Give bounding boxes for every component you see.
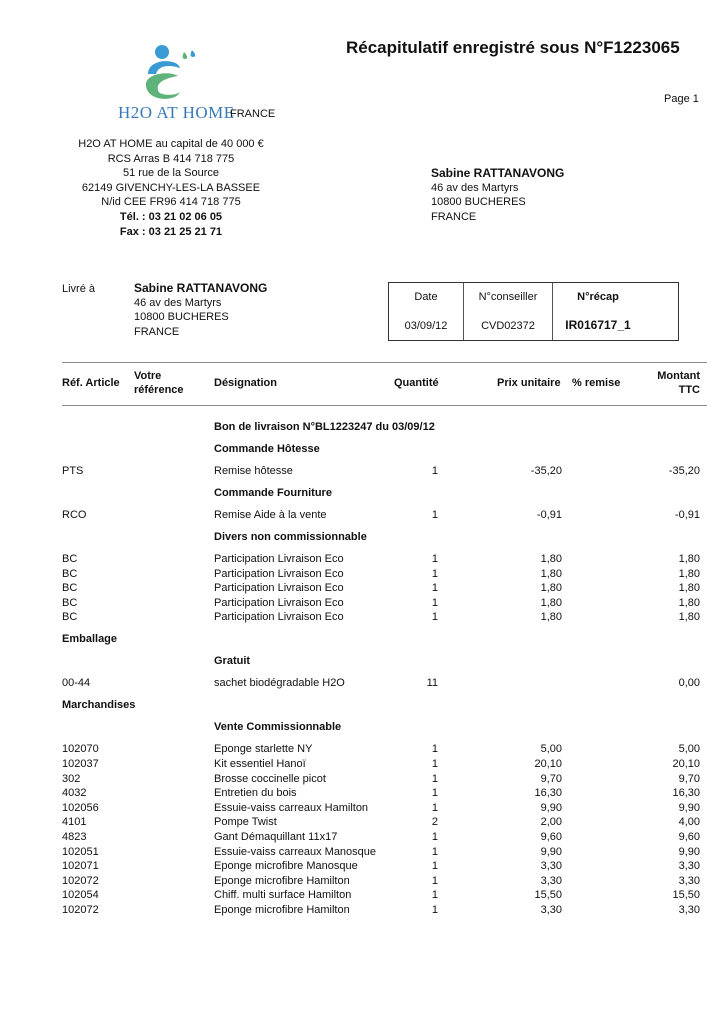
price-cell: 1,80	[540, 582, 562, 595]
quantity-cell: 11	[426, 677, 438, 690]
ref-cell: 302	[62, 772, 81, 785]
ref-cell: BC	[62, 582, 78, 595]
ref-cell: BC	[62, 596, 78, 609]
designation-cell: Remise hôtesse	[214, 465, 293, 477]
recap-label: N°récap	[577, 291, 619, 303]
ref-cell: 102051	[62, 845, 99, 858]
document-title: Récapitulatif enregistré sous N°F1223065	[346, 38, 680, 57]
quantity-cell: 2	[431, 816, 438, 829]
price-cell: -0,91	[536, 509, 562, 521]
designation-cell: Participation Livraison Eco	[214, 553, 344, 565]
price-cell: 3,30	[540, 860, 562, 873]
designation-cell: Participation Livraison Eco	[214, 567, 344, 580]
section-title: Divers non commissionnable	[214, 531, 367, 543]
col-prix: Prix unitaire	[497, 377, 561, 389]
client-address-line: 46 av des Martyrs	[431, 181, 519, 194]
table-row	[0, 597, 724, 611]
delivery-label: Livré à	[62, 283, 96, 295]
table-row	[0, 787, 724, 801]
table-row	[0, 904, 724, 918]
amount-cell: 15,50	[672, 889, 700, 902]
conseiller-label: N°conseiller	[478, 291, 538, 303]
section-title: Gratuit	[214, 655, 251, 668]
table-row	[0, 509, 724, 523]
table-row	[0, 582, 724, 596]
col-montant-2: TTC	[678, 384, 700, 396]
price-cell: 2,00	[540, 816, 562, 829]
table-header-rule-bottom	[62, 405, 707, 406]
quantity-cell: 1	[431, 596, 438, 609]
designation-cell: Brosse coccinelle picot	[214, 772, 326, 785]
company-line: 51 rue de la Source	[122, 167, 219, 180]
ref-cell: BC	[62, 611, 78, 624]
amount-cell: 9,90	[678, 845, 700, 858]
table-row	[0, 758, 724, 772]
designation-cell: Gant Démaquillant 11x17	[214, 831, 338, 843]
section-title: Commande Fourniture	[214, 487, 332, 499]
company-fax: Fax : 03 21 25 21 71	[119, 225, 223, 238]
amount-cell: 3,30	[678, 904, 700, 916]
ref-cell: BC	[62, 553, 78, 565]
amount-cell: -0,91	[674, 509, 700, 521]
designation-cell: Eponge starlette NY	[214, 743, 313, 756]
table-row	[0, 875, 724, 889]
ref-cell: BC	[62, 567, 78, 580]
designation-cell: Essuie-vaiss carreaux Hamilton	[214, 801, 369, 814]
amount-cell: 4,00	[678, 816, 700, 829]
price-cell: 20,10	[534, 758, 562, 770]
company-line: H2O AT HOME au capital de 40 000 €	[78, 138, 264, 150]
section-heading	[0, 443, 724, 457]
ref-cell: 4101	[62, 816, 87, 829]
amount-cell: 1,80	[678, 553, 700, 565]
table-row	[0, 743, 724, 757]
price-cell: 1,80	[540, 553, 562, 565]
ref-cell: 102037	[62, 758, 99, 770]
amount-cell: 1,80	[678, 611, 700, 624]
col-montant: Montant	[657, 370, 700, 382]
amount-cell: 1,80	[678, 582, 700, 595]
ref-cell: 102054	[62, 889, 99, 902]
delivery-address-line: 10800 BUCHERES	[134, 311, 229, 324]
amount-cell: -35,20	[668, 465, 700, 477]
quantity-cell: 1	[431, 831, 438, 843]
logo-wordmark: H2O AT HOME	[118, 103, 235, 122]
ref-cell: 102070	[62, 743, 99, 756]
conseiller-value: CVD02372	[481, 320, 535, 332]
quantity-cell: 1	[431, 743, 438, 756]
designation-cell: Chiff. multi surface Hamilton	[214, 889, 352, 902]
table-row	[0, 568, 724, 582]
table-row	[0, 611, 724, 625]
col-designation: Désignation	[214, 377, 277, 389]
table-row	[0, 465, 724, 479]
col-quantite: Quantité	[394, 377, 439, 389]
quantity-cell: 1	[431, 874, 438, 887]
price-cell: -35,20	[530, 465, 562, 477]
quantity-cell: 1	[431, 509, 438, 521]
amount-cell: 16,30	[672, 787, 700, 800]
section-title: Commande Hôtesse	[214, 443, 320, 455]
quantity-cell: 1	[431, 567, 438, 580]
designation-cell: Participation Livraison Eco	[214, 596, 344, 609]
quantity-cell: 1	[431, 582, 438, 595]
date-value: 03/09/12	[404, 320, 448, 332]
price-cell: 3,30	[540, 874, 562, 887]
date-label: Date	[414, 291, 438, 303]
quantity-cell: 1	[431, 553, 438, 565]
amount-cell: 3,30	[678, 874, 700, 887]
delivery-name: Sabine RATTANAVONG	[134, 281, 268, 295]
table-row	[0, 553, 724, 567]
table-header-rule-top	[62, 362, 707, 363]
table-row	[0, 802, 724, 816]
amount-cell: 1,80	[678, 567, 700, 580]
recap-box	[388, 282, 679, 341]
amount-cell: 0,00	[678, 677, 700, 690]
ref-cell: 4032	[62, 787, 87, 800]
amount-cell: 20,10	[672, 758, 700, 770]
designation-cell: Eponge microfibre Hamilton	[214, 874, 350, 887]
ref-cell: 4823	[62, 831, 87, 843]
delivery-address	[134, 281, 267, 339]
section-heading	[0, 655, 724, 669]
table-row	[0, 773, 724, 787]
section-title: Bon de livraison N°BL1223247 du 03/09/12	[214, 421, 435, 433]
designation-cell: Essuie-vaiss carreaux Manosque	[214, 845, 377, 858]
quantity-cell: 1	[431, 611, 438, 624]
designation-cell: sachet biodégradable H2O	[214, 677, 345, 690]
price-cell: 9,90	[540, 845, 562, 858]
quantity-cell: 1	[431, 889, 438, 902]
price-cell: 3,30	[540, 904, 562, 916]
client-address	[431, 166, 564, 224]
company-info	[60, 137, 282, 239]
price-cell: 9,70	[540, 772, 562, 785]
quantity-cell: 1	[431, 758, 438, 770]
amount-cell: 1,80	[678, 596, 700, 609]
col-ref: Réf. Article	[62, 377, 120, 389]
price-cell: 15,50	[534, 889, 562, 902]
ref-cell: 102072	[62, 904, 99, 916]
amount-cell: 3,30	[678, 860, 700, 873]
price-cell: 9,90	[540, 801, 562, 814]
table-row	[0, 816, 724, 830]
ref-cell: 00-44	[62, 677, 91, 690]
group-heading	[0, 633, 724, 647]
table-row	[0, 831, 724, 845]
designation-cell: Eponge microfibre Hamilton	[214, 904, 350, 916]
group-title: Emballage	[62, 633, 118, 646]
ref-cell: RCO	[62, 509, 87, 521]
section-heading	[0, 531, 724, 545]
col-votre-ref: Votre	[134, 370, 162, 382]
quantity-cell: 1	[431, 772, 438, 785]
quantity-cell: 1	[431, 787, 438, 800]
group-heading	[0, 699, 724, 713]
company-tel: Tél. : 03 21 02 06 05	[119, 210, 223, 223]
designation-cell: Eponge microfibre Manosque	[214, 860, 358, 873]
recap-value: IR016717_1	[565, 318, 631, 332]
quantity-cell: 1	[431, 860, 438, 873]
designation-cell: Entretien du bois	[214, 787, 297, 800]
amount-cell: 5,00	[678, 743, 700, 756]
logo-country: FRANCE	[230, 108, 276, 120]
quantity-cell: 1	[431, 801, 438, 814]
designation-cell: Pompe Twist	[214, 816, 277, 829]
price-cell: 9,60	[540, 831, 562, 843]
amount-cell: 9,90	[678, 801, 700, 814]
company-line: 62149 GIVENCHY-LES-LA BASSEE	[81, 181, 261, 194]
quantity-cell: 1	[431, 465, 438, 477]
client-address-line: 10800 BUCHERES	[431, 196, 526, 209]
section-title: Vente Commissionnable	[214, 721, 342, 734]
quantity-cell: 1	[431, 904, 438, 916]
client-name: Sabine RATTANAVONG	[431, 166, 565, 180]
price-cell: 16,30	[534, 787, 562, 800]
section-heading	[0, 721, 724, 735]
company-line: N/id CEE FR96 414 718 775	[101, 196, 241, 209]
price-cell: 5,00	[540, 743, 562, 756]
client-country: FRANCE	[431, 210, 477, 223]
table-row	[0, 889, 724, 903]
table-row	[0, 860, 724, 874]
col-votre-ref-2: référence	[134, 384, 184, 396]
amount-cell: 9,70	[678, 772, 700, 785]
col-remise: % remise	[572, 377, 621, 389]
price-cell: 1,80	[540, 596, 562, 609]
ref-cell: PTS	[62, 465, 84, 477]
delivery-address-line: 46 av des Martyrs	[134, 296, 222, 309]
designation-cell: Remise Aide à la vente	[214, 509, 327, 521]
amount-cell: 9,60	[678, 831, 700, 843]
page-number: Page 1	[664, 93, 699, 105]
designation-cell: Kit essentiel Hanoï	[214, 758, 306, 770]
table-row	[0, 677, 724, 691]
table-row	[0, 846, 724, 860]
price-cell: 1,80	[540, 567, 562, 580]
delivery-country: FRANCE	[134, 325, 180, 338]
ref-cell: 102072	[62, 874, 99, 887]
designation-cell: Participation Livraison Eco	[214, 611, 344, 624]
section-heading	[0, 421, 724, 435]
price-cell: 1,80	[540, 611, 562, 624]
group-title: Marchandises	[62, 699, 136, 712]
section-heading	[0, 487, 724, 501]
company-line: RCS Arras B 414 718 775	[107, 152, 235, 165]
quantity-cell: 1	[431, 845, 438, 858]
designation-cell: Participation Livraison Eco	[214, 582, 344, 595]
ref-cell: 102071	[62, 860, 99, 873]
ref-cell: 102056	[62, 801, 99, 814]
